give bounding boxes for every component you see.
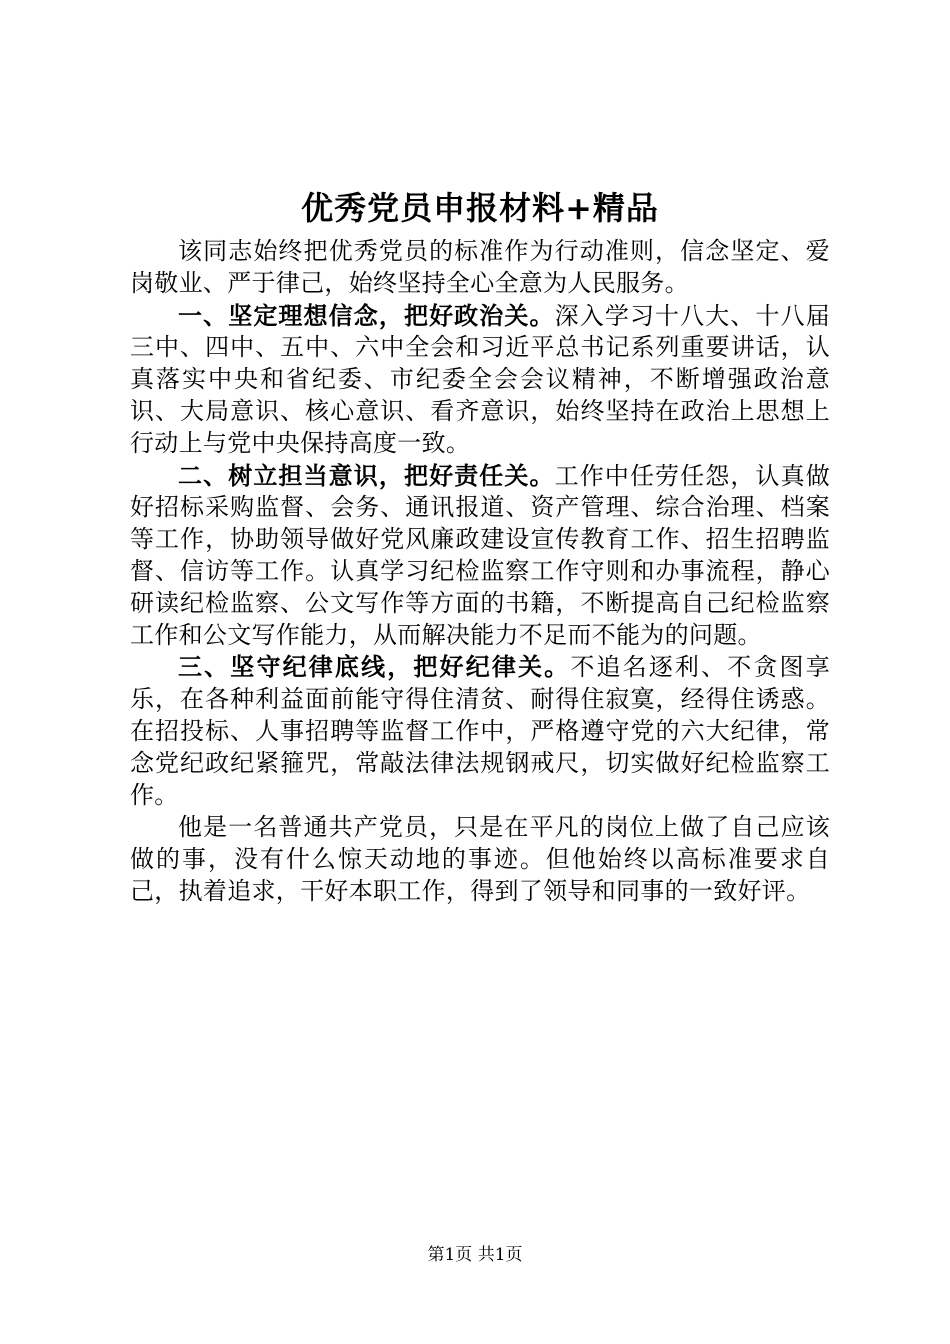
paragraph-intro [130,235,830,300]
paragraph-section-2 [130,460,830,652]
paragraph-text: 工作中任劳任怨，认真做好招标采购监督、会务、通讯报道、资产管理、综合治理、档案等工作，协助领导做好党风廉政建设宣传教育工作、招生招聘监督、信访等工作。认真学习纪检监察工作守则和办事流程，静心研读纪检监察、公文写作等方面的书籍，不断提高自己纪检监察工作和公文写作能力，从而解决能力不足而不能为的问题。 [130,461,830,649]
paragraph-conclusion [130,811,830,907]
paragraph-text: 他是一名普通共产党员，只是在平凡的岗位上做了自己应该做的事，没有什么惊天动地的事迹。但他始终以高标准要求自己，执着追求，干好本职工作，得到了领导和同事的一致好评。 [130,813,830,905]
page-footer: 第1页 共1页 [427,1245,523,1265]
paragraph-lead: 一、坚定理想信念，把好政治关。 [178,300,555,330]
document-title: 优秀党员申报材料+精品 [301,189,659,227]
paragraph-text: 该同志始终把优秀党员的标准作为行动准则，信念坚定、爱岗敬业、严于律己，始终坚持全心全意为人民服务。 [130,237,830,297]
paragraph-section-1 [130,300,830,460]
paragraph-lead: 二、树立担当意识，把好责任关。 [178,460,555,490]
paragraph-lead: 三、坚守纪律底线，把好纪律关。 [178,652,571,682]
paragraph-section-3 [130,651,830,811]
paragraph-text: 深入学习十八大、十八届三中、四中、五中、六中全会和习近平总书记系列重要讲话，认真落实中央和省纪委、市纪委全会会议精神，不断增强政治意识、大局意识、核心意识、看齐意识，始终坚持在政治上思想上行动上与党中央保持高度一致。 [130,301,830,457]
paragraph-text: 不追名逐利、不贪图享乐，在各种利益面前能守得住清贫、耐得住寂寞，经得住诱惑。在招投标、人事招聘等监督工作中，严格遵守党的六大纪律，常念党纪政纪紧箍咒，常敲法律法规钢戒尺，切实做好纪检监察工作。 [130,653,830,809]
document-body [130,185,830,908]
